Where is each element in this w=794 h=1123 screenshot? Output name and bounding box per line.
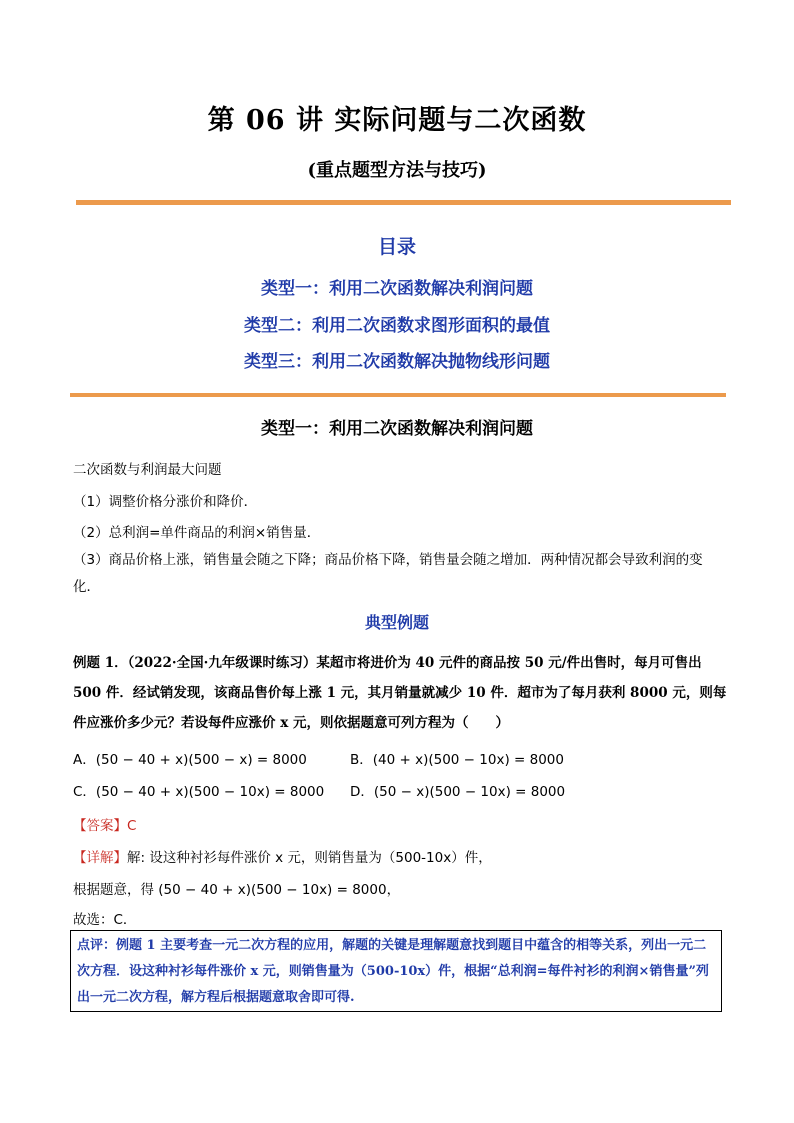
toc-item-1[interactable]: 类型一：利用二次函数解决利润问题 bbox=[261, 279, 533, 299]
option-c: C．(50 − 40 + x)(500 − 10x) = 8000 bbox=[73, 784, 325, 800]
section-title-1: 类型一：利用二次函数解决利润问题 bbox=[261, 419, 533, 439]
section-point-3: （3）商品价格上涨，销售量会随之下降；商品价格下降，销售量会随之增加．两种情况都会导致利润的变化． bbox=[73, 552, 703, 595]
divider-toc bbox=[70, 393, 726, 397]
option-d: D．(50 − x)(500 − 10x) = 8000 bbox=[350, 784, 566, 800]
option-a: A．(50 − 40 + x)(500 − x) = 8000 bbox=[73, 752, 307, 768]
toc-item-3[interactable]: 类型三：利用二次函数解决抛物线形问题 bbox=[244, 352, 550, 372]
detail-line-3: 故选：C． bbox=[73, 912, 137, 928]
section-point-1: （1）调整价格分涨价和降价． bbox=[73, 494, 258, 510]
toc-title: 目录 bbox=[377, 236, 416, 258]
detail-text-1: 解: 设这种衬衫每件涨价 x 元，则销售量为（500-10x）件， bbox=[127, 850, 492, 866]
answer-label: 【答案】 bbox=[73, 818, 127, 834]
toc-item-2[interactable]: 类型二：利用二次函数求图形面积的最值 bbox=[244, 316, 550, 336]
option-b: B．(40 + x)(500 − 10x) = 8000 bbox=[350, 752, 564, 768]
section-point-2: （2）总利润=单件商品的利润×销售量． bbox=[73, 525, 321, 541]
page-title: 第 06 讲 实际问题与二次函数 bbox=[207, 105, 587, 136]
example-question: 例题 1．（2022·全国·九年级课时练习）某超市将进价为 40 元件的商品按 50 元/件出售时，每月可售出 500 件．经试销发现，该商品售价每上涨 1 元，其月销量就减少 10 件．超市为了每月获利 8000 元，则每件应涨价多少元？若设每件应涨价 x 元，则依据题意可列方程为（ ） bbox=[73, 655, 727, 731]
examples-heading: 典型例题 bbox=[364, 613, 429, 632]
comment-text: 点评：例题 1 主要考查一元二次方程的应用，解题的关键是理解题意找到题目中蕴含的相等关系，列出一元二次方程．设这种衬衫每件涨价 x 元，则销售量为（500-10x）件，根据“总利润=每件衬衫的利润×销售量”列出一元二次方程，解方程后根据题意取舍即可得. bbox=[77, 938, 709, 1005]
detail-line-1 bbox=[73, 846, 492, 866]
section-intro: 二次函数与利润最大问题 bbox=[73, 462, 222, 478]
detail-label: 【详解】 bbox=[73, 850, 127, 866]
answer-line bbox=[73, 814, 136, 834]
answer-value: C bbox=[127, 818, 137, 834]
detail-line-2: 根据题意，得 (50 − 40 + x)(500 − 10x) = 8000， bbox=[73, 882, 401, 898]
divider-top bbox=[76, 200, 731, 205]
comment-box bbox=[70, 930, 722, 1012]
page-subtitle: (重点题型方法与技巧) bbox=[307, 160, 487, 181]
